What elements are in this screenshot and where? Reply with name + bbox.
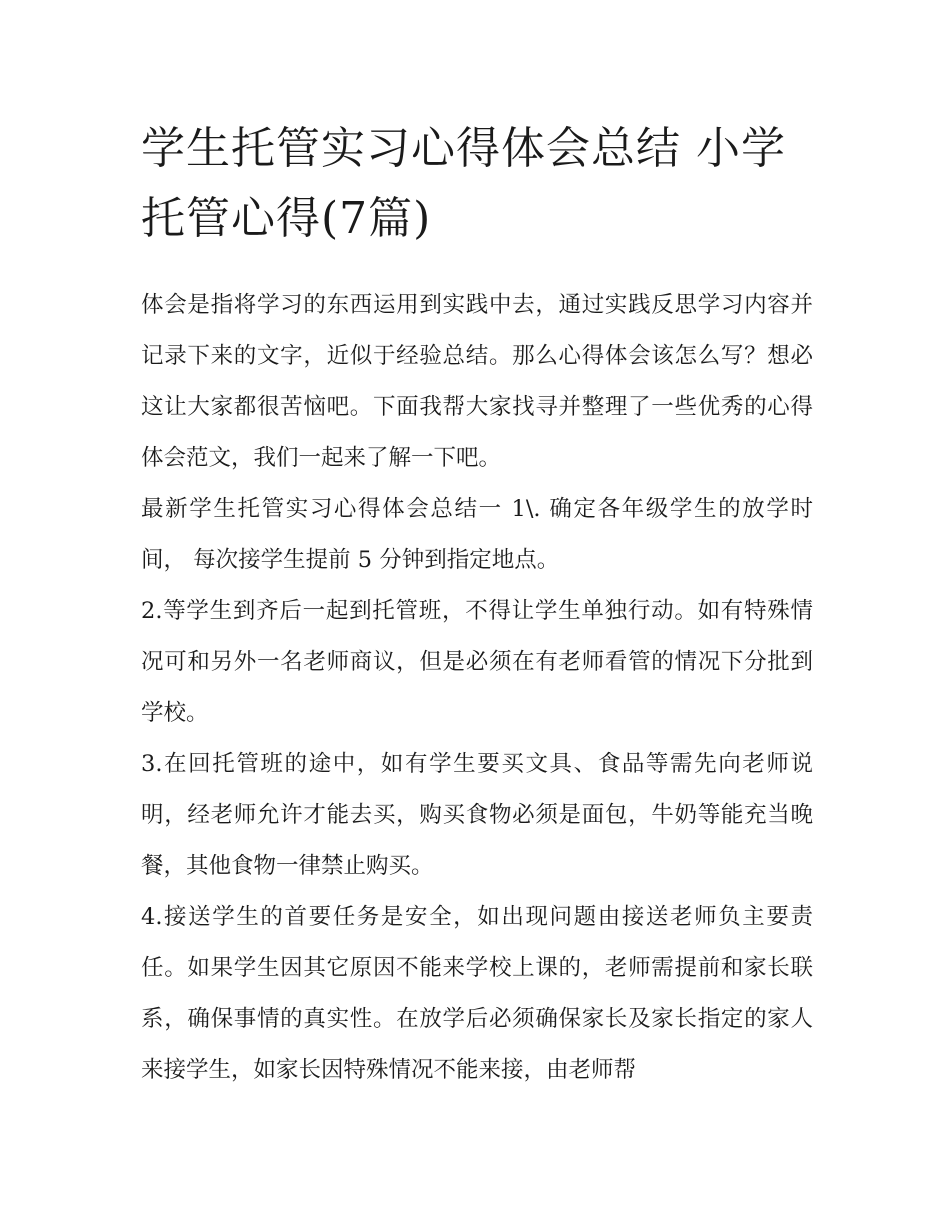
document-body [141, 280, 813, 1096]
paragraph-3: 3.在回托管班的途中，如有学生要买文具、食品等需先向老师说明，经老师允许才能去买，购买食物必须是面包，牛奶等能充当晚餐，其他食物一律禁止购买。 [141, 751, 813, 879]
paragraph-2: 2.等学生到齐后一起到托管班，不得让学生单独行动。如有特殊情况可和另外一名老师商议，但是必须在有老师看管的情况下分批到学校。 [141, 598, 813, 726]
paragraph-intro: 体会是指将学习的东西运用到实践中去，通过实践反思学习内容并记录下来的文字，近似于经验总结。那么心得体会该怎么写？想必这让大家都很苦恼吧。下面我帮大家找寻并整理了一些优秀的心得体会范文，我们一起来了解一下吧。 [141, 292, 813, 471]
paragraph-1: 最新学生托管实习心得体会总结一 1\. 确定各年级学生的放学时间， 每次接学生提前 5 分钟到指定地点。 [141, 496, 813, 573]
document-title: 学生托管实习心得体会总结 小学托管心得(7篇) [141, 123, 786, 244]
paragraph-4: 4.接送学生的首要任务是安全，如出现问题由接送老师负主要责任。如果学生因其它原因不能来学校上课的，老师需提前和家长联系，确保事情的真实性。在放学后必须确保家长及家长指定的家人来接学生，如家长因特殊情况不能来接，由老师帮 [141, 904, 813, 1083]
